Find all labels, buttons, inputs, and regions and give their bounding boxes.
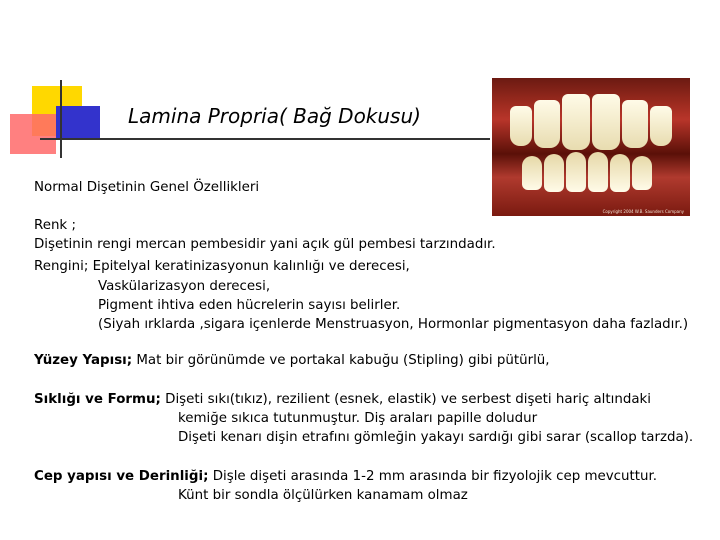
yuzey-text: Mat bir görünümde ve portakal kabuğu (Stipling) gibi pütürlü,: [132, 353, 550, 368]
slide-title: Lamina Propria( Bağ Dokusu): [128, 104, 421, 128]
photo-copyright: Copyright 2004 W.B. Saunders Company: [602, 209, 684, 214]
decor-blue-square: [56, 106, 100, 138]
yuzey-label: Yüzey Yapısı;: [34, 353, 133, 368]
renk-line: Vaskülarizasyon derecesi,: [98, 279, 271, 294]
siklik-paragraph: [34, 390, 651, 409]
cep-line: Künt bir sondla ölçülürken kanamam olmaz: [178, 488, 468, 503]
renk-line: Pigment ihtiva eden hücrelerin sayısı belirler.: [98, 298, 401, 313]
cep-paragraph: [34, 467, 657, 486]
renk-line: Rengini; Epitelyal keratinizasyonun kalınlığı ve derecesi,: [34, 259, 410, 274]
siklik-text: Dişeti sıkı(tıkız), rezilient (esnek, elastik) ve serbest dişeti hariç altındaki: [160, 392, 652, 407]
renk-line: (Siyah ırklarda ,sigara içenlerde Menstruasyon, Hormonlar pigmentasyon daha fazladır.): [98, 317, 689, 332]
decor-red-square: [10, 114, 56, 154]
decor-vertical-line: [60, 80, 62, 158]
section-heading: Normal Dişetinin Genel Özellikleri: [34, 180, 260, 195]
siklik-label: Sıklığı ve Formu;: [34, 392, 161, 407]
yuzey-paragraph: [34, 351, 550, 370]
renk-line: Dişetinin rengi mercan pembesidir yani açık gül pembesi tarzındadır.: [34, 237, 496, 252]
renk-label: Renk ;: [34, 218, 76, 233]
teeth-gingiva-photo: [492, 78, 690, 216]
siklik-line: kemiğe sıkıca tutunmuştur. Diş araları papille doludur: [178, 411, 538, 426]
decor-horizontal-line: [40, 138, 490, 140]
cep-text: Dişle dişeti arasında 1-2 mm arasında bir fizyolojik cep mevcuttur.: [208, 469, 658, 484]
cep-label: Cep yapısı ve Derinliği;: [34, 469, 209, 484]
siklik-line: Dişeti kenarı dişin etrafını gömleğin yakayı sardığı gibi sarar (scallop tarzda).: [178, 430, 694, 445]
